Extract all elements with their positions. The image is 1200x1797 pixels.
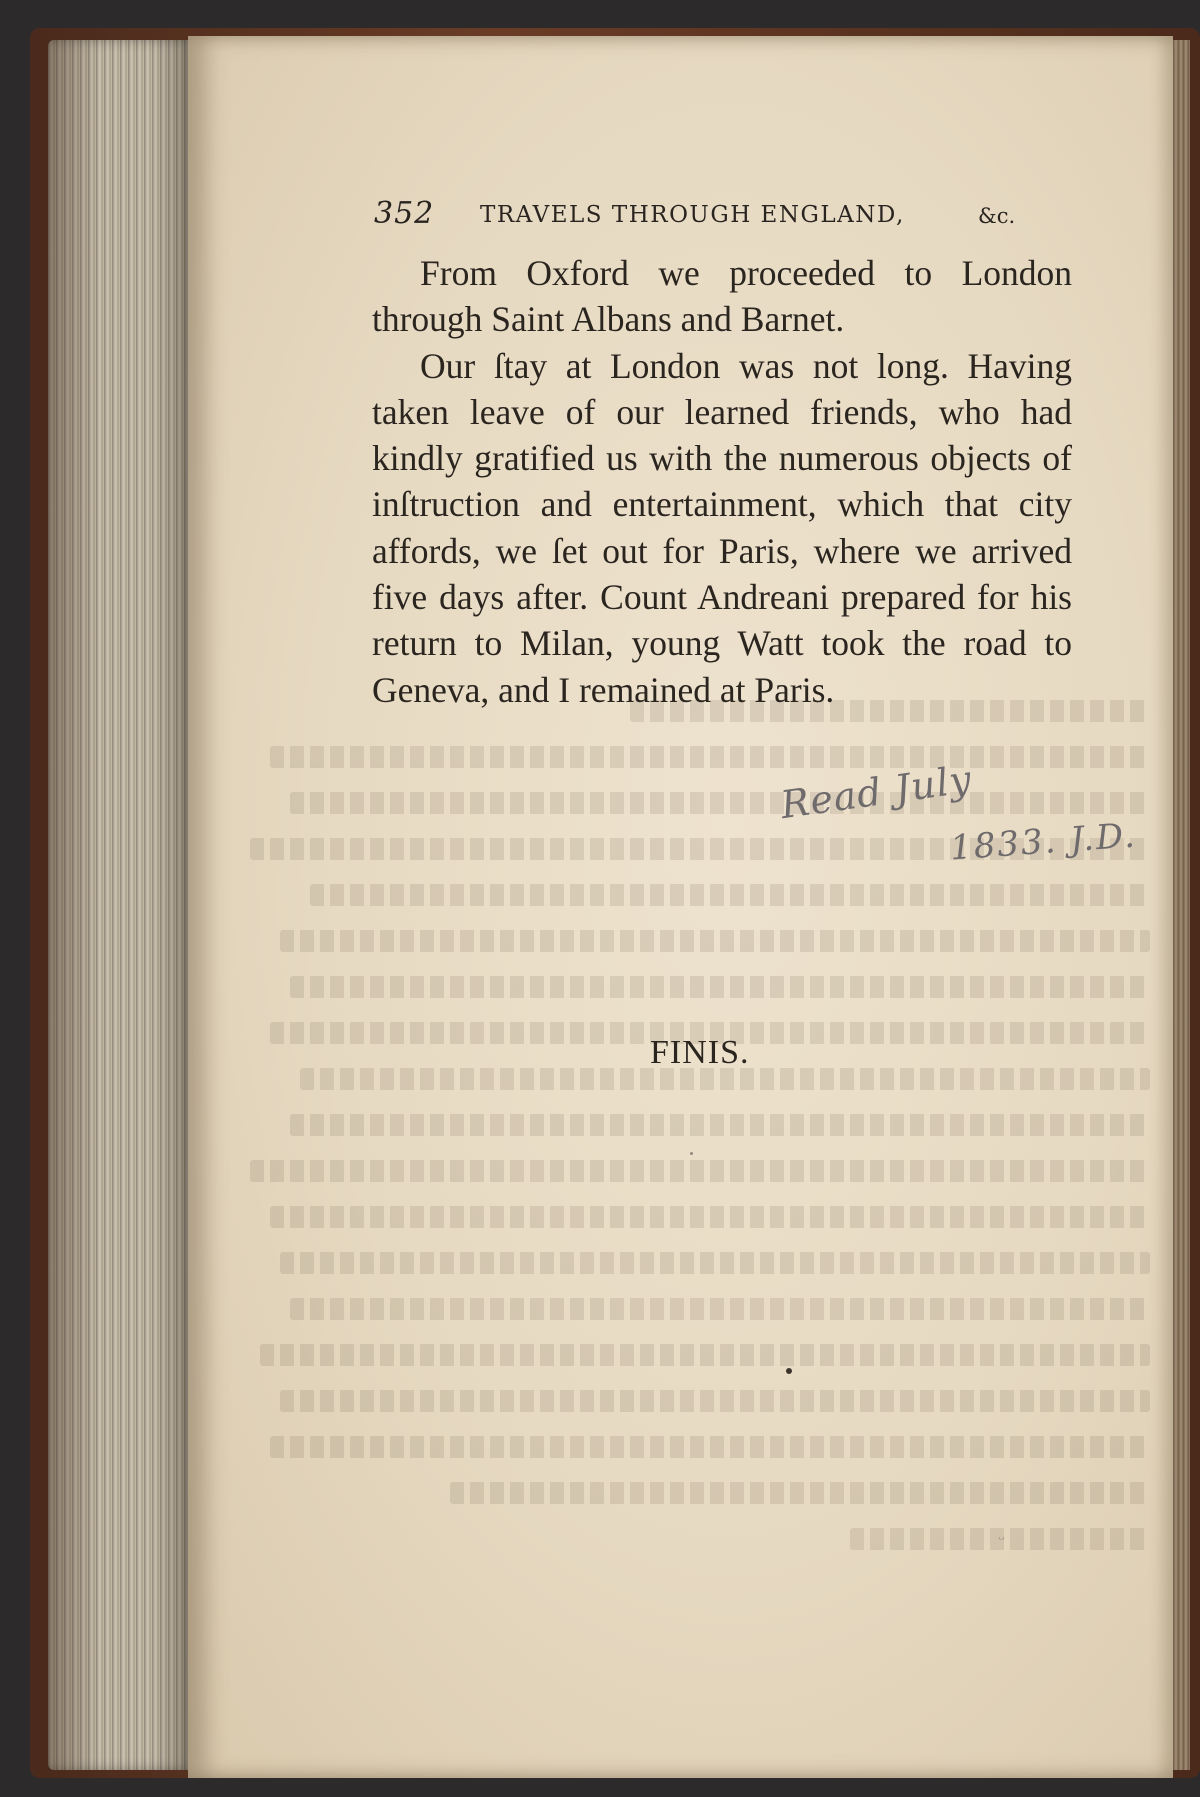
running-title-etc: &c. <box>978 204 1016 228</box>
ink-speck <box>690 1152 693 1155</box>
page-number: 352 <box>374 196 435 231</box>
running-title: TRAVELS THROUGH ENGLAND, <box>480 202 905 228</box>
annotation-read-date: Read July <box>777 756 975 828</box>
handwritten-annotation <box>777 756 1140 870</box>
paragraph: Our ſtay at London was not long. Having taken leave of our learned friends, who had kindly gratified us with the numerous objects of inſtruction and entertainment, which that city affords, we ſet out for Paris, where we arrived five days after. Count Andreani prepared for his return to Milan, young Watt took the road to Geneva, and I remained at Paris. <box>372 345 1072 710</box>
finis-label: FINIS. <box>650 1034 750 1071</box>
paragraph: From Oxford we proceeded to London through Saint Albans and Barnet. <box>372 253 1072 340</box>
faint-page-mark: ᵕ <box>998 1530 1005 1551</box>
body-text <box>372 250 1072 713</box>
page-edges <box>48 40 196 1770</box>
annotation-year-initials: 1833. J.D. <box>948 815 1138 869</box>
ink-speck <box>786 1368 792 1374</box>
running-header <box>374 196 1034 240</box>
